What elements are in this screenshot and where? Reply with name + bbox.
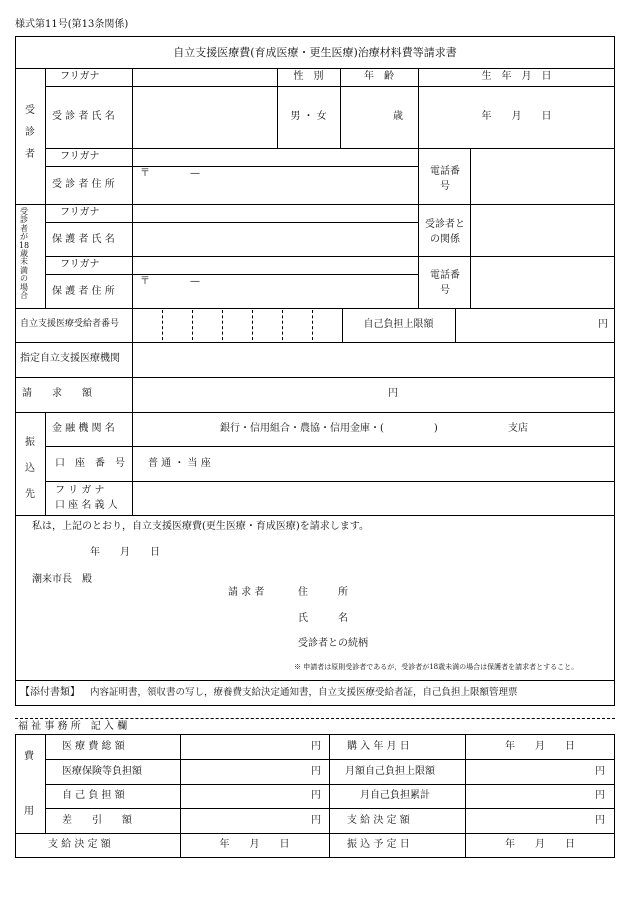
phone-label: 電話番号 xyxy=(430,270,460,296)
age-label: 年 齢 xyxy=(364,71,394,82)
birth-date-label: 生 年 月 日 xyxy=(481,71,552,82)
yen-unit: 円 xyxy=(598,319,608,330)
claimant-name-label: 氏 名 xyxy=(298,613,348,624)
attachments-list: 内容証明書，領収書の写し，療養費支給決定通知書，自立支援医療受給者証，自己負担上限額管理票 xyxy=(90,687,518,698)
decided-amount-label: 支 給 決 定 額 xyxy=(347,815,410,826)
account-holder-label: 口 座 名 義 人 xyxy=(55,500,118,511)
furigana-label: フリガナ xyxy=(60,207,100,218)
account-type-options[interactable]: 普 通 ・ 当 座 xyxy=(148,458,211,469)
purchase-date-field[interactable]: 年 月 日 xyxy=(505,741,575,752)
bank-name-label: 金 融 機 関 名 xyxy=(52,423,115,434)
cost-section-label: 費 xyxy=(24,751,34,762)
branch-label: 支店 xyxy=(508,423,528,434)
relation-label: 受診者との関係 xyxy=(425,219,465,245)
holder-furigana-label: フ リ ガ ナ xyxy=(55,485,105,496)
gender-label: 性 別 xyxy=(293,71,324,82)
institution-label: 指定自立支援医療機関 xyxy=(20,353,120,364)
postal-code-field[interactable]: 〒 — xyxy=(140,168,200,179)
transfer-section-label: 振込先 xyxy=(25,437,35,500)
patient-name-label: 受 診 者 氏 名 xyxy=(52,111,115,122)
purchase-date-label: 購 入 年 月 日 xyxy=(347,741,410,752)
claim-amount-label: 請 求 額 xyxy=(22,388,92,399)
yen-unit: 円 xyxy=(388,388,398,399)
yen-unit: 円 xyxy=(311,741,321,752)
certificate-number-label: 自立支援医療受給者番号 xyxy=(20,319,120,329)
guardian-address-label: 保 護 者 住 所 xyxy=(52,286,115,297)
form-number: 様式第11号(第13条関係) xyxy=(15,19,129,30)
account-number-label: 口 座 番 号 xyxy=(55,458,125,469)
declaration-text: 私は，上記のとおり，自立支援医療費(更生医療・育成医療)を請求します。 xyxy=(32,521,370,532)
bank-type-options[interactable]: 銀行・信用組合・農協・信用金庫・( ) xyxy=(220,423,438,434)
attachments-label: 【添付書類】 xyxy=(20,687,80,698)
section-divider xyxy=(15,718,615,719)
yen-unit: 円 xyxy=(311,766,321,777)
difference-label: 差 引 額 xyxy=(62,815,132,826)
transfer-date-label: 振 込 予 定 日 xyxy=(347,839,410,850)
medical-total-label: 医 療 費 総 額 xyxy=(62,741,125,752)
claimant-label: 請 求 者 xyxy=(228,587,265,598)
decision-date-label: 支 給 決 定 額 xyxy=(48,839,111,850)
patient-address-label: 受 診 者 住 所 xyxy=(52,179,115,190)
yen-unit: 円 xyxy=(595,766,605,777)
addressee: 潮来市長 殿 xyxy=(32,574,92,585)
claimant-relation-label: 受診者との続柄 xyxy=(298,638,368,649)
claimant-address-label: 住 所 xyxy=(298,587,348,598)
form-title: 自立支援医療費(育成医療・更生医療)治療材料費等請求書 xyxy=(173,46,457,59)
gender-options[interactable]: 男 ・ 女 xyxy=(290,111,327,122)
furigana-label: フリガナ xyxy=(60,259,100,270)
phone-label: 電話番号 xyxy=(430,166,460,192)
birth-date-field[interactable]: 年 月 日 xyxy=(481,111,552,122)
yen-unit: 円 xyxy=(311,790,321,801)
declaration-date[interactable]: 年 月 日 xyxy=(90,547,160,558)
patient-section-label: 受診者 xyxy=(25,105,35,160)
furigana-label: フリガナ xyxy=(60,71,100,82)
furigana-label: フリガナ xyxy=(60,151,100,162)
postal-code-field[interactable]: 〒 — xyxy=(140,276,200,287)
monthly-total-label: 月自己負担累計 xyxy=(360,790,430,801)
yen-unit: 円 xyxy=(595,815,605,826)
yen-unit: 円 xyxy=(311,815,321,826)
age-unit: 歳 xyxy=(393,111,403,122)
yen-unit: 円 xyxy=(595,790,605,801)
limit-label: 自己負担上限額 xyxy=(363,319,434,330)
decision-date-field[interactable]: 年 月 日 xyxy=(219,839,290,850)
monthly-limit-label: 月額自己負担上限額 xyxy=(345,766,435,777)
insurance-share-label: 医療保険等負担額 xyxy=(62,766,142,777)
claimant-note: ※ 申請者は原則受診者であるが，受診者が18歳未満の場合は保護者を請求者とすること。 xyxy=(294,663,579,671)
self-pay-label: 自 己 負 担 額 xyxy=(62,790,125,801)
guardian-name-label: 保 護 者 氏 名 xyxy=(52,234,115,245)
cost-section-label: 用 xyxy=(24,806,34,817)
claim-form xyxy=(15,36,615,706)
guardian-section-label: 受診者が18歳未満の場合 xyxy=(18,207,30,300)
transfer-date-field[interactable]: 年 月 日 xyxy=(505,839,575,850)
office-section-header: 福 祉 事 務 所 記 入 欄 xyxy=(18,721,128,732)
